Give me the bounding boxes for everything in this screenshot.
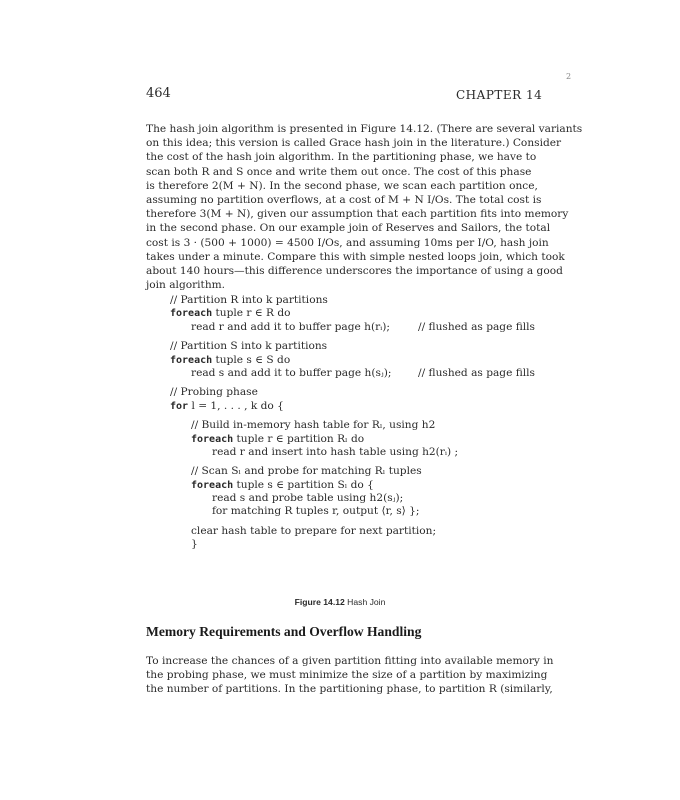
algo-comment: // Probing phase (170, 386, 258, 399)
text-line: in the second phase. On our example join of Reserves and Sailors, the total (146, 222, 551, 235)
body-paragraph (146, 654, 554, 697)
algo-statement: for matching R tuples r, output ⟨r, s⟩ }; (212, 505, 420, 518)
algo-keyword: foreach (170, 308, 213, 320)
text-line: on this idea; this version is called Grace hash join in the literature.) Consider (146, 137, 562, 150)
intro-paragraph (146, 122, 583, 292)
algo-comment: // flushed as page fills (418, 366, 535, 379)
algo-statement: clear hash table to prepare for next partition; (191, 524, 437, 537)
algo-keyword: for (170, 400, 189, 412)
algo-text: l = 1, . . . , k do { (191, 399, 284, 412)
text-line: about 140 hours—this difference underscores the importance of using a good (146, 265, 563, 278)
figure-caption (0, 597, 680, 607)
figure-label: Figure 14.12 (294, 597, 345, 607)
page-number: 464 (146, 86, 171, 101)
text-line: join algorithm. (146, 279, 226, 292)
algo-text: tuple s ∈ S do (215, 353, 291, 366)
text-line: takes under a minute. Compare this with simple nested loops join, which took (146, 250, 565, 263)
hash-join-algorithm (170, 294, 535, 552)
text-line: scan both R and S once and write them out once. The cost of this phase (146, 165, 532, 178)
text-line: is therefore 2(M + N). In the second phase, we scan each partition once, (146, 179, 538, 192)
text-line: the number of partitions. In the partitioning phase, to partition R (similarly, (146, 683, 553, 696)
algo-statement: read r and insert into hash table using h2(rᵢ) ; (212, 445, 459, 458)
text-line: cost is 3 · (500 + 1000) = 4500 I/Os, and assuming 10ms per I/O, hash join (146, 236, 549, 249)
text-line: therefore 3(M + N), given our assumption that each partition fits into memory (146, 208, 569, 221)
algo-comment: // Scan Sₗ and probe for matching Rₗ tuples (191, 465, 422, 478)
text-line: assuming no partition overflows, at a cost of M + N I/Os. The total cost is (146, 194, 542, 207)
algo-text: tuple r ∈ partition Rₗ do (236, 432, 365, 445)
algo-closing-brace: } (191, 538, 198, 551)
text-line: To increase the chances of a given partition fitting into available memory in (146, 655, 554, 667)
algo-text: tuple s ∈ partition Sₗ do { (236, 478, 374, 491)
algo-keyword: foreach (170, 354, 213, 366)
algo-statement: read s and add it to buffer page h(sⱼ); (191, 366, 392, 379)
figure-title: Hash Join (347, 597, 386, 607)
algo-comment: // Partition R into k partitions (170, 294, 328, 306)
text-line: The hash join algorithm is presented in Figure 14.12. (There are several variants (146, 123, 583, 135)
corner-mark: 2 (566, 72, 572, 81)
chapter-header: CHAPTER 14 (456, 88, 543, 102)
algo-comment: // flushed as page fills (418, 320, 535, 333)
text-line: the probing phase, we must minimize the size of a partition by maximizing (146, 669, 548, 682)
algo-comment: // Build in-memory hash table for Rₗ, using h2 (191, 419, 436, 432)
algo-comment: // Partition S into k partitions (170, 340, 328, 353)
text-line: the cost of the hash join algorithm. In the partitioning phase, we have to (146, 151, 537, 164)
algo-statement: read s and probe table using h2(sⱼ); (212, 492, 404, 505)
algo-keyword: foreach (191, 433, 234, 445)
algo-text: tuple r ∈ R do (215, 307, 291, 320)
section-heading: Memory Requirements and Overflow Handling (146, 624, 422, 639)
algo-statement: read r and add it to buffer page h(rᵢ); (191, 320, 390, 333)
algo-keyword: foreach (191, 479, 234, 491)
